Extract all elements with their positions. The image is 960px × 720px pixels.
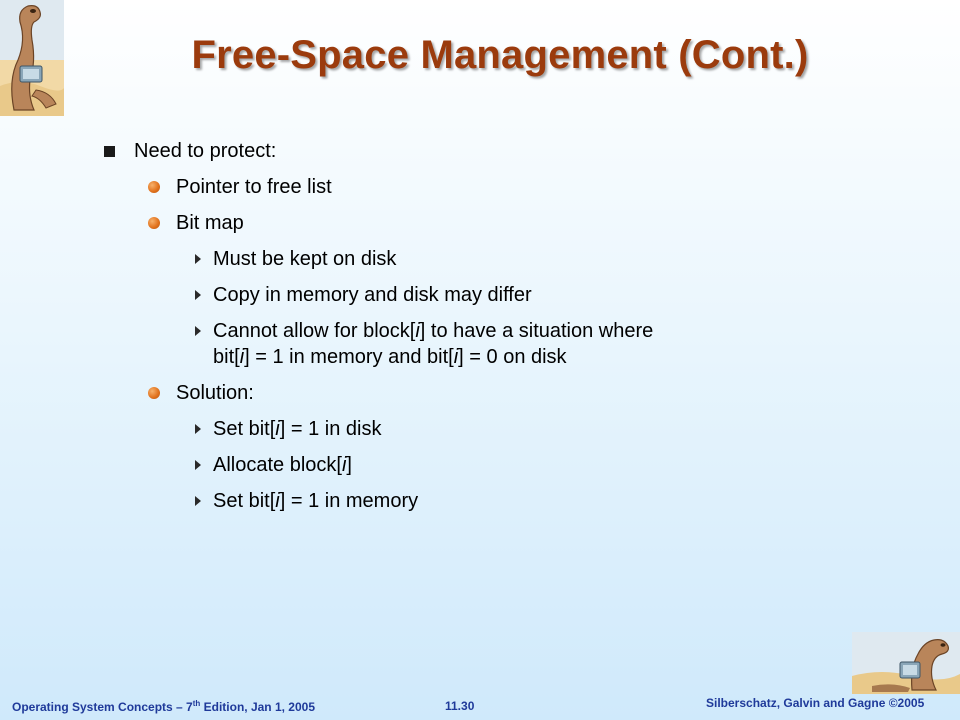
slide-number: 11.30 bbox=[445, 699, 475, 713]
footer-right: Silberschatz, Galvin and Gagne ©2005 bbox=[706, 696, 925, 710]
list-item-continuation: bit[i] = 1 in memory and bit[i] = 0 on disk bbox=[213, 346, 567, 368]
footer-left: Operating System Concepts – 7th Edition, Jan 1, 2005 bbox=[12, 699, 316, 714]
list-item: Solution: bbox=[176, 382, 254, 404]
round-bullet-icon bbox=[148, 387, 160, 399]
list-item: Cannot allow for block[i] to have a situation where bbox=[213, 320, 654, 342]
arrow-bullet-icon bbox=[195, 460, 201, 470]
round-bullet-icon bbox=[148, 217, 160, 229]
list-item: Allocate block[i] bbox=[213, 454, 352, 476]
list-item: Set bit[i] = 1 in memory bbox=[213, 490, 419, 512]
slide-title: Free-Space Management (Cont.) bbox=[191, 33, 809, 77]
dinosaur-logo-bottom bbox=[852, 632, 960, 694]
list-item: Need to protect: bbox=[134, 140, 277, 162]
arrow-bullet-icon bbox=[195, 496, 201, 506]
list-item: Set bit[i] = 1 in disk bbox=[213, 418, 382, 440]
list-item: Copy in memory and disk may differ bbox=[213, 284, 532, 306]
list-item: Bit map bbox=[176, 212, 244, 234]
arrow-bullet-icon bbox=[195, 290, 201, 300]
list-item: Pointer to free list bbox=[176, 176, 332, 198]
list-item: Must be kept on disk bbox=[213, 248, 397, 270]
square-bullet-icon bbox=[104, 146, 115, 157]
arrow-bullet-icon bbox=[195, 326, 201, 336]
arrow-bullet-icon bbox=[195, 254, 201, 264]
arrow-bullet-icon bbox=[195, 424, 201, 434]
round-bullet-icon bbox=[148, 181, 160, 193]
